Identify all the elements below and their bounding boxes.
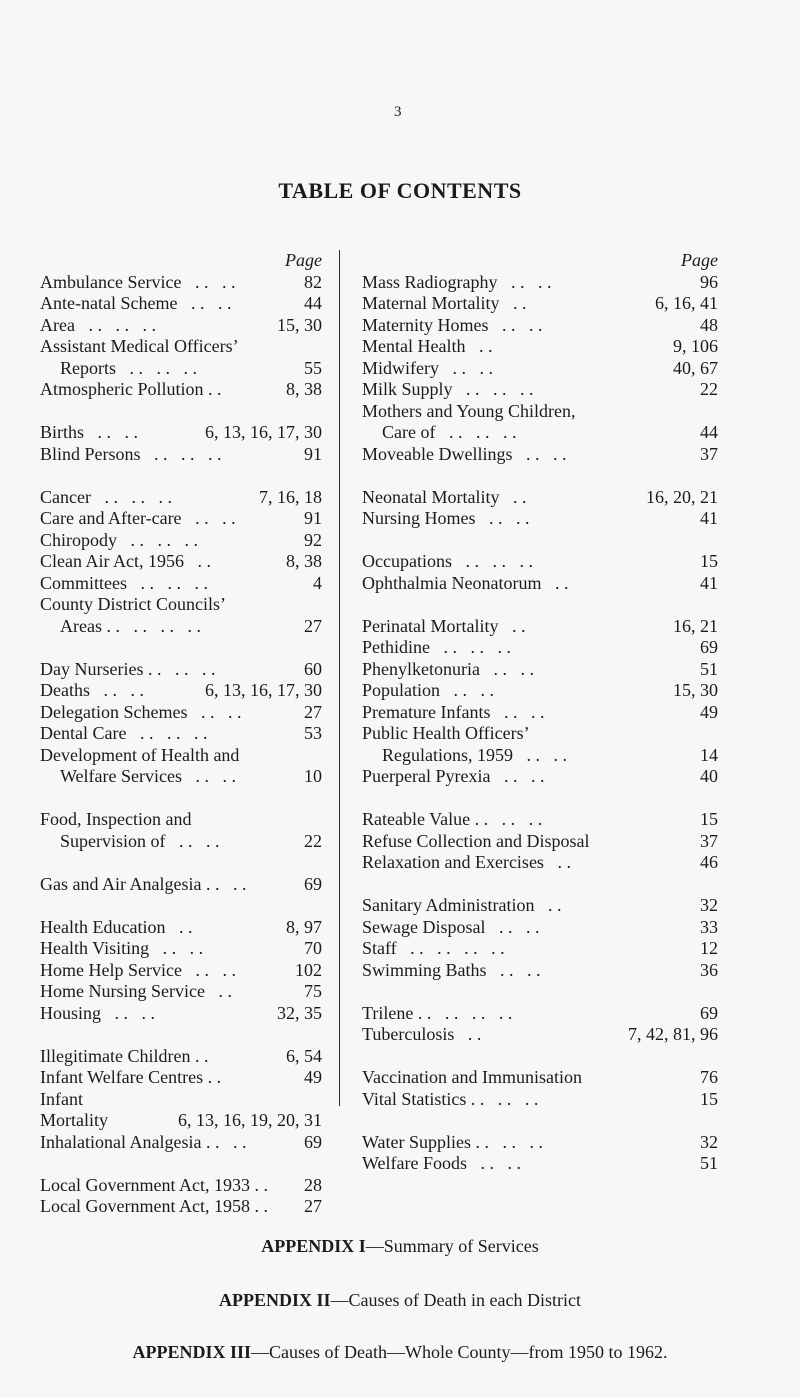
toc-entry-pages: 40, 67	[673, 357, 718, 378]
toc-entry-leader: . . . .	[513, 744, 567, 765]
toc-entry-leader: . . . . . .	[117, 529, 199, 550]
toc-entry	[40, 831, 322, 853]
toc-entry-label: Mental Health	[362, 336, 466, 356]
toc-entry-leader: . . . .	[181, 959, 236, 980]
toc-entry-pages: 4	[313, 572, 322, 593]
toc-entry-leader: . . . .	[89, 680, 144, 700]
toc-entry-pages: 15	[700, 551, 718, 571]
toc-entry-label: Swimming Baths	[362, 959, 487, 980]
toc-entry-leader: . .	[249, 1174, 268, 1195]
toc-entry-pages: 70	[304, 938, 322, 958]
toc-entry	[362, 551, 718, 573]
toc-entry-leader: . . . .	[512, 443, 567, 464]
toc-entry-label: Home Nursing Service	[40, 981, 205, 1001]
toc-entry-leader: . . . .	[490, 701, 545, 722]
toc-entry-pages: 69	[700, 637, 718, 657]
toc-entry-leader: . . . . . .	[116, 357, 197, 378]
toc-entry-leader: . .	[541, 572, 569, 593]
toc-entry-leader: . . . .	[497, 271, 552, 292]
toc-entry	[40, 1196, 322, 1218]
toc-entry	[40, 659, 322, 681]
toc-entry-pages: 27	[304, 1196, 322, 1216]
toc-entry	[362, 831, 718, 853]
toc-entry-leader: . . . .	[475, 508, 530, 528]
toc-entry-pages: 76	[700, 1067, 718, 1087]
toc-entry-label: County District Councils’	[40, 594, 226, 614]
toc-entry-leader: . . . . . .	[435, 422, 517, 442]
page-number: 3	[394, 104, 402, 120]
toc-entry-leader: . . . .	[181, 271, 236, 292]
toc-entry	[362, 702, 718, 724]
page-column-heading: Page	[285, 250, 322, 270]
toc-entry-label: Vaccination and Immunisation	[362, 1067, 582, 1087]
toc-entry-leader: . . . . . .	[140, 443, 222, 464]
toc-entry-pages: 16, 20, 21	[646, 486, 718, 507]
toc-entry-label: Food, Inspection and	[40, 809, 192, 829]
toc-entry	[40, 1132, 322, 1154]
toc-entry-label: Midwifery	[362, 357, 439, 378]
toc-entry-pages: 92	[304, 529, 322, 550]
toc-entry-leader: . . . .	[488, 314, 543, 335]
toc-entry-leader: . . . . . .	[466, 1088, 539, 1109]
appendix-1	[0, 1236, 800, 1257]
toc-entry-label: Infant	[40, 1088, 83, 1109]
toc-group	[40, 1175, 322, 1218]
toc-entry	[40, 766, 322, 788]
toc-entry-leader: . . . . . . . .	[413, 1002, 513, 1023]
toc-entry	[362, 616, 718, 638]
toc-entry	[362, 379, 718, 401]
toc-group	[40, 809, 322, 852]
toc-entry-pages: 15, 30	[277, 314, 322, 335]
toc-entry-leader: . . . . . . . .	[101, 615, 201, 636]
toc-entry	[362, 680, 718, 702]
toc-entry-label: Home Help Service	[40, 959, 182, 980]
toc-entry	[40, 315, 322, 337]
toc-entry	[362, 1089, 718, 1111]
toc-entry-label: Housing	[40, 1002, 102, 1023]
toc-entry-label: Nursing Homes	[362, 508, 476, 528]
toc-entry-leader: . . . .	[486, 959, 541, 980]
toc-entry-pages: 7, 42, 81, 96	[628, 1024, 718, 1044]
toc-entry-pages: 40	[700, 766, 718, 786]
toc-entry-label: Phenylketonuria	[362, 658, 480, 679]
toc-entry	[40, 616, 322, 638]
toc-entry-label: Welfare Foods	[362, 1153, 468, 1173]
toc-entry-pages: 41	[700, 508, 718, 528]
toc-entry	[40, 702, 322, 724]
toc-entry-leader: . . . . . .	[90, 486, 172, 507]
appendix-heading: APPENDIX II	[219, 1290, 331, 1310]
toc-entry	[362, 1024, 718, 1046]
toc-entry-pages: 51	[700, 658, 718, 679]
toc-entry-pages: 55	[304, 357, 322, 378]
toc-entry	[362, 573, 718, 595]
toc-entry-leader: . . . .	[201, 873, 247, 894]
toc-entry-leader: . .	[190, 1045, 209, 1066]
page-column-heading: Page	[681, 250, 718, 270]
toc-entry-leader: . .	[204, 981, 232, 1001]
toc-entry-pages: 14	[700, 744, 718, 765]
toc-entry-leader: . . . . . .	[127, 572, 208, 593]
toc-entry-pages: 16, 21	[673, 615, 718, 636]
appendix-2	[0, 1290, 800, 1311]
toc-entry	[362, 917, 718, 939]
toc-entry-pages: 8, 97	[286, 916, 322, 937]
toc-entry-leader: . . . .	[177, 293, 232, 313]
toc-entry-pages: 49	[700, 701, 718, 722]
toc-entry-leader: . . . .	[181, 508, 236, 528]
toc-entry-label: Ambulance Service	[40, 271, 182, 292]
toc-group	[40, 422, 322, 465]
toc-entry-pages: 32	[700, 1131, 718, 1152]
column-divider	[339, 250, 340, 1106]
toc-entry-pages: 15, 30	[673, 680, 718, 700]
toc-entry-label: Ante-natal Scheme	[40, 293, 178, 313]
toc-entry-pages: 8, 38	[286, 379, 322, 399]
toc-left-column	[40, 250, 322, 1218]
toc-entry-label: Neonatal Mortality	[362, 486, 500, 507]
toc-entry-label: Population	[362, 680, 441, 700]
toc-entry-leader: . . . .	[438, 357, 493, 378]
toc-entry-label: Chiropody	[40, 529, 118, 550]
toc-group	[362, 551, 718, 594]
toc-entry-label: Supervision of	[60, 830, 166, 851]
toc-entry-pages: 69	[304, 873, 322, 894]
toc-entry	[40, 917, 322, 939]
toc-entry-label: Ophthalmia Neonatorum	[362, 572, 542, 593]
toc-entry-leader: . . . .	[440, 680, 495, 700]
toc-entry-pages: 15	[700, 809, 718, 829]
toc-entry-leader: . . . .	[479, 658, 534, 679]
toc-entry-leader: . .	[165, 916, 193, 937]
toc-entry	[40, 444, 322, 466]
toc-entry-label: Clean Air Act, 1956	[40, 551, 184, 571]
toc-entry-label: Puerperal Pyrexia	[362, 766, 491, 786]
toc-entry-label: Pethidine	[362, 637, 430, 657]
toc-entry-leader: . . . .	[149, 938, 204, 958]
toc-entry-pages: 49	[304, 1067, 322, 1087]
toc-entry	[40, 272, 322, 294]
toc-entry	[40, 680, 322, 702]
toc-entry-label: Sanitary Administration	[362, 895, 535, 915]
toc-entry-leader: . .	[203, 379, 222, 399]
appendix-text: —Summary of Services	[365, 1236, 539, 1256]
toc-entry-label: Mass Radiography	[362, 271, 498, 292]
toc-entry-pages: 6, 13, 16, 19, 20, 31	[178, 1110, 322, 1130]
toc-entry	[40, 551, 322, 573]
toc-entry-label: Occupations	[362, 551, 452, 571]
toc-entry-pages: 22	[700, 379, 718, 399]
toc-entry-label: Births	[40, 422, 85, 442]
toc-entry-pages: 32, 35	[277, 1002, 322, 1023]
toc-group	[362, 1132, 718, 1175]
toc-entry	[362, 637, 718, 659]
toc-entry-leader: . .	[534, 895, 562, 915]
toc-entry	[362, 766, 718, 788]
toc-entry-label: Tuberculosis	[362, 1024, 455, 1044]
toc-entry-leader: . .	[498, 615, 526, 636]
toc-entry-leader: . . . .	[181, 766, 236, 786]
toc-entry-leader: . . . .	[165, 830, 220, 851]
toc-entry	[362, 809, 718, 831]
toc-entry-pages: 96	[700, 271, 718, 292]
toc-entry	[362, 1003, 718, 1025]
toc-entry	[40, 1003, 322, 1025]
toc-entry-leader: . . . .	[84, 422, 139, 442]
toc-entry-label: Welfare Services	[60, 766, 182, 786]
toc-entry-pages: 69	[700, 1002, 718, 1023]
toc-entry-label: Day Nurseries	[40, 658, 144, 679]
toc-entry-leader: . . . . . . . .	[396, 938, 505, 958]
toc-entry-leader: . .	[499, 486, 527, 507]
toc-entry-pages: 27	[304, 615, 322, 636]
toc-entry-label: Health Visiting	[40, 938, 150, 958]
toc-entry-label: Perinatal Mortality	[362, 615, 499, 636]
toc-entry-pages: 37	[700, 443, 718, 464]
toc-entry-leader: . .	[203, 1067, 222, 1087]
toc-group	[40, 1046, 322, 1154]
toc-entry-pages: 8, 38	[286, 551, 322, 571]
toc-entry-pages: 82	[304, 271, 322, 292]
toc-entry-pages: 41	[700, 572, 718, 593]
toc-entry-label: Delegation Schemes	[40, 701, 188, 722]
toc-entry	[40, 723, 322, 745]
toc-entry-pages: 91	[304, 508, 322, 528]
toc-entry	[40, 530, 322, 552]
toc-entry	[362, 422, 718, 444]
toc-entry-pages: 22	[304, 830, 322, 851]
toc-entry-pages: 102	[295, 959, 322, 980]
toc-entry-label: Vital Statistics	[362, 1088, 467, 1109]
toc-entry	[362, 723, 718, 745]
toc-group	[362, 272, 718, 466]
toc-entry	[40, 1175, 322, 1197]
toc-entry-pages: 33	[700, 916, 718, 937]
toc-entry-label: Moveable Dwellings	[362, 443, 513, 464]
toc-entry-pages: 91	[304, 443, 322, 464]
toc-group	[362, 487, 718, 530]
toc-entry-label: Trilene	[362, 1002, 414, 1023]
toc-entry-pages: 28	[304, 1174, 322, 1195]
toc-entry	[40, 809, 322, 831]
toc-group	[40, 659, 322, 788]
toc-entry-pages: 44	[700, 422, 718, 442]
toc-entry	[40, 573, 322, 595]
toc-entry	[362, 659, 718, 681]
toc-entry-leader: . . . .	[485, 916, 540, 937]
toc-entry-pages: 60	[304, 658, 322, 679]
toc-entry-label: Staff	[362, 938, 397, 958]
toc-entry	[362, 358, 718, 380]
toc-entry-leader: . .	[454, 1024, 482, 1044]
toc-entry	[362, 336, 718, 358]
toc-entry-leader: . . . .	[490, 766, 545, 786]
toc-entry-label: Care of	[382, 422, 436, 442]
toc-entry-leader: . .	[465, 336, 493, 356]
toc-group	[362, 809, 718, 874]
toc-entry-label: Care and After-care	[40, 508, 182, 528]
appendix-heading: APPENDIX I	[261, 1236, 366, 1256]
toc-entry	[362, 315, 718, 337]
toc-entry-leader: . . . . . .	[451, 551, 533, 571]
toc-entry-pages: 12	[700, 938, 718, 958]
toc-entry-label: Areas	[60, 615, 102, 636]
toc-entry	[362, 1132, 718, 1154]
page-title: TABLE OF CONTENTS	[278, 178, 522, 203]
toc-entry	[40, 874, 322, 896]
toc-entry	[362, 938, 718, 960]
toc-entry	[362, 272, 718, 294]
toc-entry-leader: . . . .	[101, 1002, 156, 1023]
toc-entry-pages: 44	[304, 293, 322, 313]
toc-entry-label: Refuse Collection and Disposal	[362, 830, 590, 851]
toc-entry-label: Public Health Officers’	[362, 723, 530, 743]
toc-entry	[40, 960, 322, 982]
toc-entry-pages: 10	[304, 766, 322, 786]
toc-entry	[40, 293, 322, 315]
appendix-text: —Causes of Death in each District	[330, 1290, 581, 1310]
toc-entry	[40, 981, 322, 1003]
toc-entry-label: Gas and Air Analgesia	[40, 873, 202, 894]
toc-entry-leader: . .	[499, 293, 527, 313]
toc-entry	[362, 745, 718, 767]
toc-entry-pages: 36	[700, 959, 718, 980]
toc-entry	[40, 1067, 322, 1089]
toc-entry-pages: 51	[700, 1153, 718, 1173]
toc-entry-label: Rateable Value	[362, 809, 471, 829]
toc-entry-pages: 32	[700, 895, 718, 915]
toc-entry	[40, 336, 322, 358]
toc-entry-label: Premature Infants	[362, 701, 491, 722]
toc-entry-leader: . .	[183, 551, 211, 571]
toc-entry-pages: 6, 16, 41	[655, 293, 718, 313]
toc-entry	[362, 508, 718, 530]
toc-entry-label: Atmospheric Pollution	[40, 379, 204, 399]
toc-entry-label: Cancer	[40, 486, 91, 507]
toc-entry-label: Milk Supply	[362, 379, 453, 399]
toc-entry-label: Deaths	[40, 680, 90, 700]
toc-group	[40, 487, 322, 638]
toc-entry-pages: 75	[304, 981, 322, 1001]
toc-entry	[40, 1046, 322, 1068]
toc-group	[362, 895, 718, 981]
toc-entry-pages: 27	[304, 701, 322, 722]
toc-group	[362, 1003, 718, 1046]
toc-entry	[362, 1153, 718, 1175]
toc-right-column	[362, 250, 718, 1175]
toc-entry	[362, 487, 718, 509]
toc-entry-label: Maternity Homes	[362, 314, 489, 335]
toc-entry-label: Inhalational Analgesia	[40, 1131, 202, 1152]
appendix-3	[0, 1342, 800, 1363]
toc-entry-label: Sewage Disposal	[362, 916, 486, 937]
toc-group	[40, 917, 322, 1025]
toc-entry-label: Relaxation and Exercises	[362, 852, 544, 872]
toc-entry	[362, 1067, 718, 1089]
toc-entry-pages: 6, 54	[286, 1045, 322, 1066]
toc-entry	[362, 293, 718, 315]
toc-group	[40, 874, 322, 896]
toc-entry-leader: . . . . . .	[471, 1131, 544, 1152]
toc-entry-leader: . . . .	[201, 1131, 247, 1152]
toc-entry-pages: 6, 13, 16, 17, 30	[205, 680, 322, 700]
toc-entry-leader: . .	[543, 852, 571, 872]
appendix-heading: APPENDIX III	[132, 1342, 252, 1362]
toc-entry-pages: 37	[700, 830, 718, 851]
toc-entry-label: Local Government Act, 1933	[40, 1174, 250, 1195]
toc-entry-label: Mortality	[40, 1110, 108, 1130]
toc-group	[40, 272, 322, 401]
toc-entry-label: Reports	[60, 357, 116, 378]
toc-entry	[40, 508, 322, 530]
toc-entry	[40, 745, 322, 767]
toc-entry-leader: . . . . . .	[126, 723, 208, 743]
toc-entry-label: Dental Care	[40, 723, 127, 743]
toc-entry-pages: 53	[304, 723, 322, 743]
toc-entry-leader: . .	[249, 1196, 268, 1216]
toc-entry-pages: 69	[304, 1131, 322, 1152]
toc-entry	[40, 358, 322, 380]
toc-entry	[362, 444, 718, 466]
toc-entry-leader: . . . . . .	[470, 809, 543, 829]
toc-entry-pages: 46	[700, 852, 718, 872]
toc-entry-label: Health Education	[40, 916, 166, 937]
toc-entry	[362, 852, 718, 874]
toc-entry-pages: 48	[700, 314, 718, 335]
toc-entry	[40, 379, 322, 401]
toc-entry-pages: 15	[700, 1088, 718, 1109]
toc-entry-leader: . . . . . .	[430, 637, 511, 657]
toc-entry-label: Development of Health and	[40, 744, 240, 765]
toc-group	[362, 616, 718, 788]
toc-entry-label: Mothers and Young Children,	[362, 400, 576, 421]
toc-entry-label: Infant Welfare Centres	[40, 1067, 204, 1087]
toc-entry-pages: 7, 16, 18	[259, 486, 322, 507]
toc-entry	[40, 1110, 322, 1132]
toc-entry-leader: . . . . . .	[143, 658, 216, 679]
toc-entry-label: Assistant Medical Officers’	[40, 336, 239, 356]
toc-group	[362, 1067, 718, 1110]
toc-entry-pages: 6, 13, 16, 17, 30	[205, 422, 322, 442]
toc-entry	[362, 895, 718, 917]
toc-entry-label: Maternal Mortality	[362, 293, 500, 313]
toc-entry-label: Local Government Act, 1958	[40, 1196, 250, 1216]
toc-entry	[40, 487, 322, 509]
toc-entry-leader: . . . .	[467, 1153, 522, 1173]
toc-entry	[362, 960, 718, 982]
toc-entry-leader: . . . .	[187, 701, 242, 722]
toc-entry-label: Illegitimate Children	[40, 1045, 191, 1066]
toc-entry-label: Regulations, 1959	[382, 744, 513, 765]
toc-entry-label: Blind Persons	[40, 443, 141, 464]
toc-entry-pages: 9, 106	[673, 336, 718, 356]
toc-entry	[362, 401, 718, 423]
toc-entry-label: Area	[40, 314, 75, 335]
toc-entry	[40, 938, 322, 960]
appendix-text: —Causes of Death—Whole County—from 1950 to 1962.	[251, 1342, 668, 1362]
toc-entry-leader: . . . . . .	[74, 314, 156, 335]
toc-entry-label: Water Supplies	[362, 1131, 472, 1152]
toc-entry	[40, 1089, 322, 1111]
toc-entry-label: Committees	[40, 572, 127, 593]
toc-entry	[40, 594, 322, 616]
toc-entry-leader: . . . . . .	[452, 379, 534, 399]
toc-entry	[40, 422, 322, 444]
